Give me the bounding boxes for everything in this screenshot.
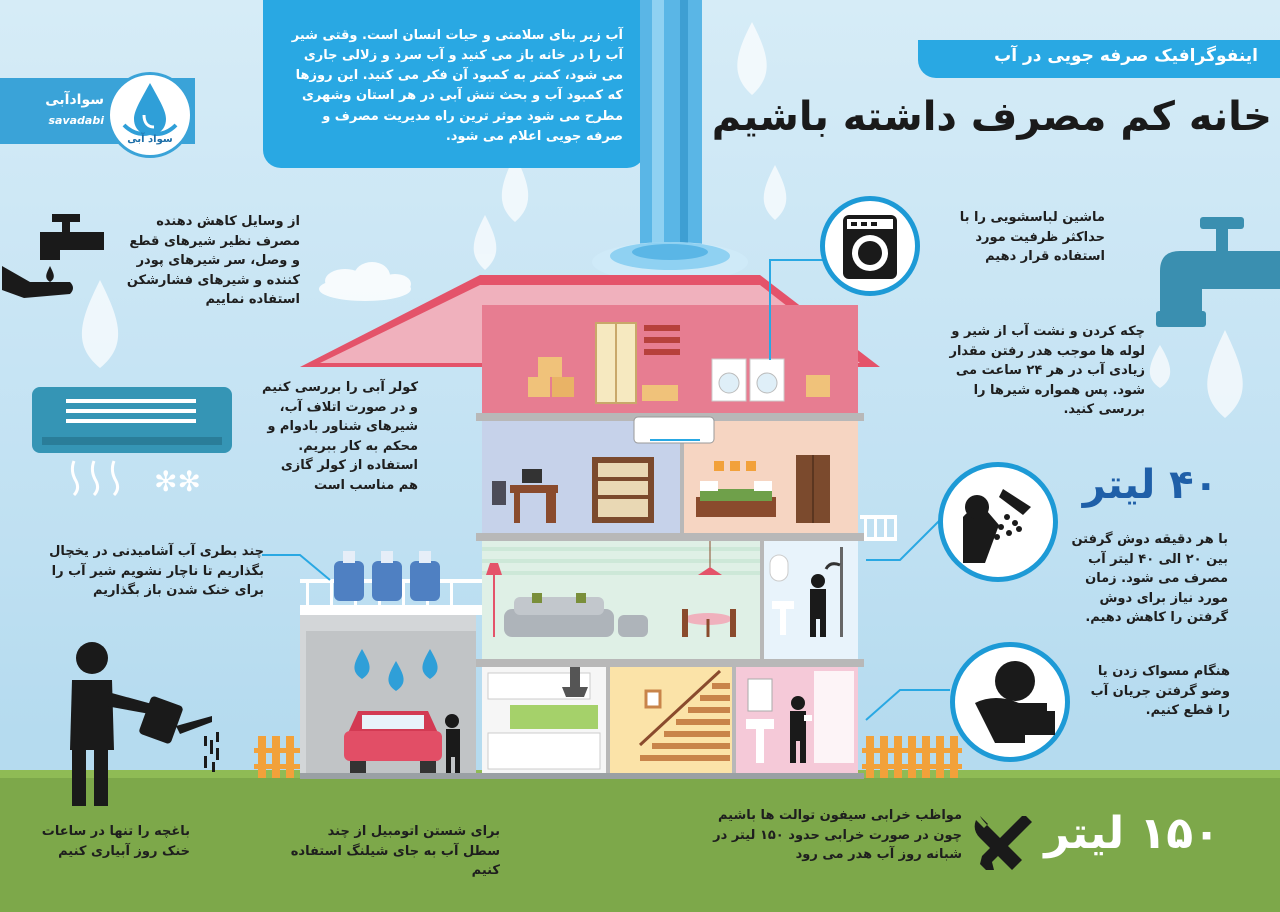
tip-washing: ماشین لباسشویی را با حداکثر ظرفیت مورد استفاده قرار دهیم [959, 210, 1105, 264]
toilet-liters: ۱۵۰ لیتر [1044, 808, 1220, 859]
air-conditioner-icon [30, 385, 240, 500]
logo-caption: سواد آبی [127, 134, 173, 145]
washing-machine-circle [820, 196, 920, 296]
tip-car: برای شستن اتومبیل از چند سطل آب به جای شیلنگ استفاده کنیم [290, 824, 500, 878]
tip-garden: باغچه را تنها در ساعات خنک روز آبیاری کنیم [41, 824, 190, 859]
faucet-hand-icon [0, 210, 110, 300]
intro-paragraph: آب زیر بنای سلامتی و حیات انسان است. وقتی شیر آب را در خانه باز می کنید و آب سرد و زلالی جاری می شود، کمتر به کمبود آن فکر می کنید. این روزها که کمبود آب و بحث تنش آبی در هر استان وشهری مطرح می شود موثر ترین راه مدیریت مصرف و صرفه جویی اعلام می شود. [263, 0, 645, 168]
svg-text:✻✻: ✻✻ [154, 465, 201, 498]
tip-toilet: مواظب خرابی سیفون توالت ها باشیم چون در صورت خرابی حدود ۱۵۰ لیتر در شبانه روز آب هدر می رود [713, 808, 962, 862]
hand-washing-icon [955, 647, 1065, 757]
gardener-watering-icon [52, 640, 232, 810]
logo-latin-name: savadabi [48, 114, 104, 127]
tip-brush: هنگام مسواک زدن یا وضو گرفتن جریان آب را قطع کنیم. [1090, 664, 1230, 718]
shower-liters: ۴۰ لیتر [1082, 462, 1218, 508]
tip-faucets: از وسایل کاهش دهنده مصرف نظیر شیرهای قطع و وصل، سر شیرهای پودر کننده و شیرهای فشارشکن استفاده نماییم [126, 214, 300, 307]
page-title: خانه کم مصرف داشته باشیم [711, 94, 1272, 140]
brushing-circle [950, 642, 1070, 762]
shower-icon [943, 467, 1053, 577]
subtitle: اینفوگرافیک صرفه جویی در آب [994, 46, 1258, 66]
tip-leak: چکه کردن و نشت آب از شیر و لوله ها موجب هدر رفتن مقدار زیادی آب در هر ۲۴ ساعت می شود. پس همواره شیرها را بررسی کنید. [949, 324, 1145, 417]
logo-name: سوادآبی [45, 92, 104, 108]
wrench-tools-icon [970, 810, 1036, 876]
tip-cooler: کولر آبی را بررسی کنیم و در صورت اتلاف آب، شیرهای شناور بادوام و محکم به کار ببریم. استفاده از کولر گازی هم مناسب است [262, 380, 418, 493]
faucet-icon [1130, 215, 1280, 355]
tip-shower: با هر دقیقه دوش گرفتن بین ۲۰ الی ۴۰ لیتر آب مصرف می شود. زمان مورد نیاز برای دوش گرفتن را کاهش دهیم. [1071, 532, 1228, 625]
tip-fridge: چند بطری آب آشامیدنی در یخچال بگذاریم تا ناچار نشویم شیر آب را برای خنک شدن باز بگذاریم [49, 544, 264, 598]
washing-machine-icon [825, 201, 915, 291]
shower-circle [938, 462, 1058, 582]
